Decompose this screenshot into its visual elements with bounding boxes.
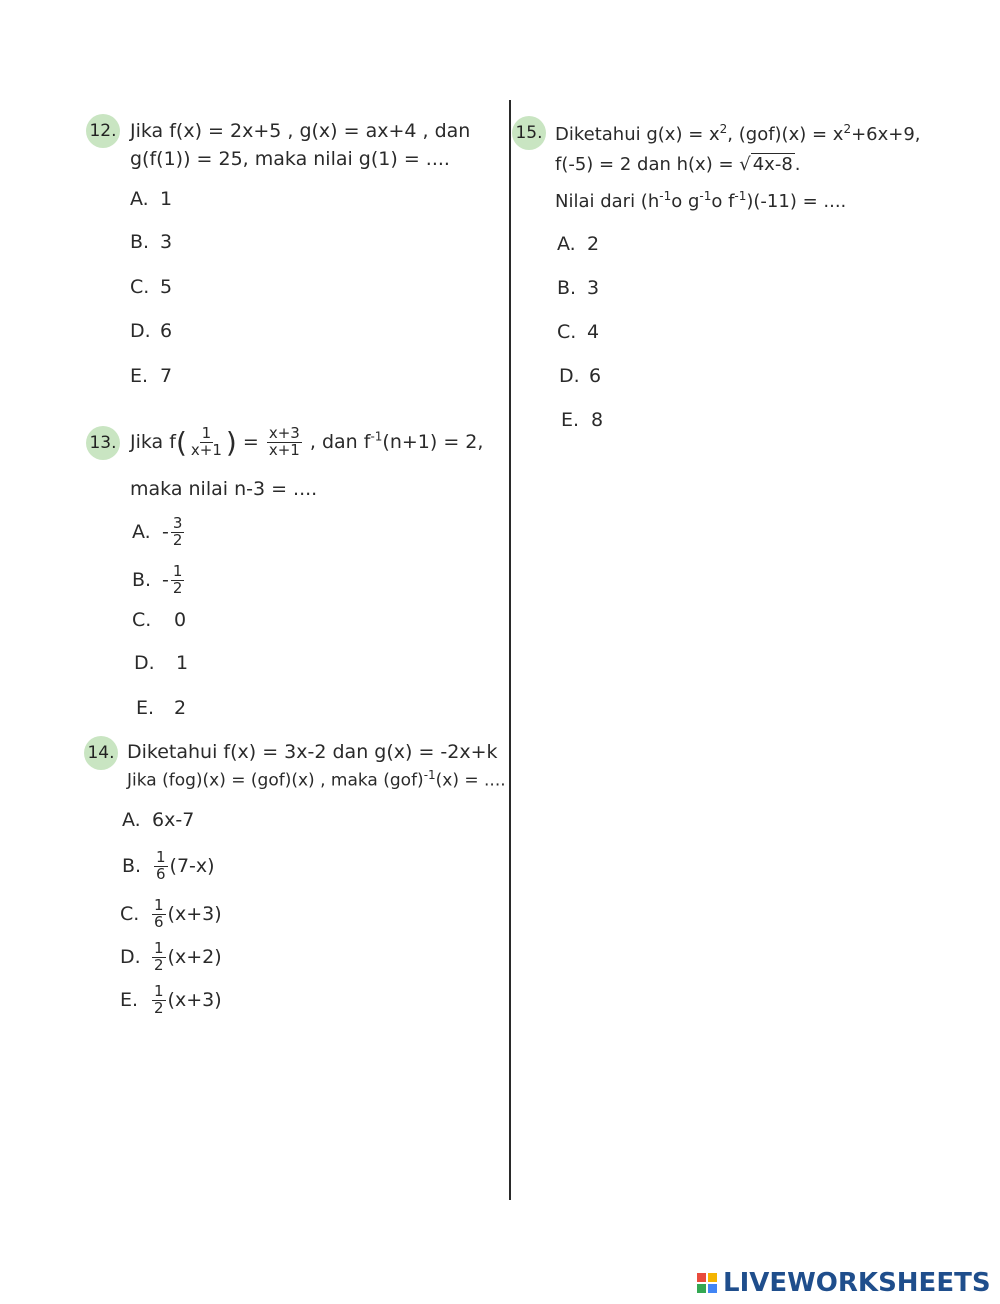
question-12-option-b[interactable]: B. 3: [130, 231, 173, 253]
question-15-option-c[interactable]: C. 4: [557, 321, 600, 343]
question-13-option-e[interactable]: E. 2: [136, 697, 187, 719]
question-12-option-e[interactable]: E. 7: [130, 365, 173, 387]
question-12-option-a[interactable]: A. 1: [130, 188, 173, 210]
question-13-number: 13.: [86, 426, 120, 460]
question-12-option-c[interactable]: C. 5: [130, 276, 173, 298]
question-15-option-d[interactable]: D. 6: [559, 365, 602, 387]
question-15-option-a[interactable]: A. 2: [557, 233, 600, 255]
question-12-number: 12.: [86, 114, 120, 148]
liveworksheets-logo-icon: [697, 1273, 717, 1293]
question-12-line-1: Jika f(x) = 2x+5 , g(x) = ax+4 , dan: [130, 120, 471, 142]
question-14-number: 14.: [84, 736, 118, 770]
question-15-option-b[interactable]: B. 3: [557, 277, 600, 299]
question-13-arg-fraction: $\frac{1}{x+1}$: [190, 424, 222, 459]
question-13-line-2: maka nilai n-3 = ....: [130, 478, 318, 500]
question-15-number: 15.: [512, 116, 546, 150]
liveworksheets-brand[interactable]: [697, 1268, 991, 1298]
question-14-option-c[interactable]: C. $\frac{1}{6}$ (x+3): [120, 896, 222, 931]
question-15-line-2: f(-5) = 2 dan h(x) = √ 4x-8 .: [555, 154, 801, 175]
question-15-line-3: Nilai dari ($h^{-1}o$ $g^{-1}o$ $f^{-1})(-11)$ = ....: [555, 189, 847, 212]
question-13-option-b[interactable]: B. - $\frac{1}{2}$: [132, 562, 183, 597]
question-14-line-1: Diketahui f(x) = 3x-2 dan g(x) = -2x+k: [127, 741, 498, 763]
question-13-line-1: Jika f( $\frac{1}{x+1}$ ) = $\frac{x+3}{x+1}$ , dan $f^{-1}(n+1) = 2$,: [130, 424, 484, 459]
liveworksheets-wordmark: LIVEWORKSHEETS: [723, 1268, 991, 1298]
question-14-line-2: Jika (fog)(x) = (gof)(x) , maka (gof)$^{-1}$(x) = ....: [127, 768, 506, 791]
question-15-option-e[interactable]: E. 8: [561, 409, 604, 431]
question-12-line-2: g(f(1)) = 25, maka nilai g(1) = ....: [130, 148, 450, 170]
question-14-option-e[interactable]: E. $\frac{1}{2}$ (x+3): [120, 982, 222, 1017]
question-14-option-d[interactable]: D. $\frac{1}{2}$ (x+2): [120, 939, 222, 974]
question-15-line-1: Diketahui $g(x) = x^2$, $(gof)(x) = x^2+6x+9$,: [555, 122, 921, 145]
question-13-option-c[interactable]: C. 0: [132, 609, 187, 631]
column-divider: [509, 100, 511, 1200]
question-15-sqrt: 4x-8: [752, 154, 793, 175]
question-13-rhs-fraction: $\frac{x+3}{x+1}$: [268, 424, 300, 459]
question-12-option-d[interactable]: D. 6: [130, 320, 173, 342]
question-14-option-b[interactable]: B. $\frac{1}{6}$ (7-x): [122, 848, 215, 883]
question-14-option-a[interactable]: A. 6x-7: [122, 809, 195, 831]
question-13-option-a[interactable]: A. - $\frac{3}{2}$: [132, 514, 183, 549]
question-13-option-d[interactable]: D. 1: [134, 652, 189, 674]
